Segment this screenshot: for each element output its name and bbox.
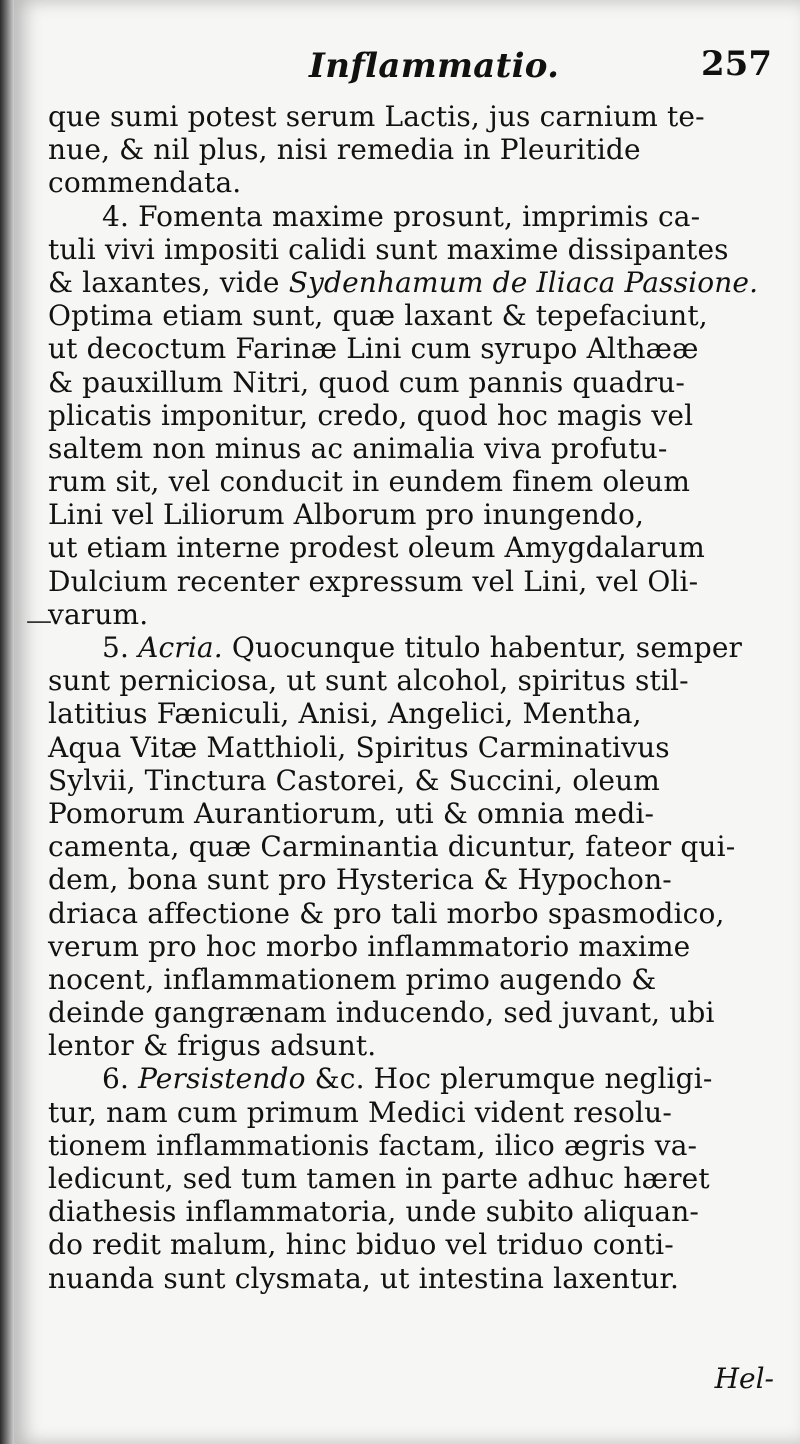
paragraph-4-start: 4. Fomenta maxime prosunt, imprimis ca- [102,199,701,233]
text-line: nuanda sunt clysmata, ut intestina laxentur. [48,1261,680,1295]
text-span: & laxantes, vide [48,265,289,299]
text-line: ut etiam interne prodest oleum Amygdalarum [48,531,705,565]
text-line: tuli vivi impositi calidi sunt maxime dissipantes [48,232,729,266]
citation-italic: Sydenhamum de Iliaca Passione. [288,265,759,299]
text-line: ledicunt, sed tum tamen in parte adhuc hæret [48,1162,710,1195]
text-line: commendata. [48,166,242,200]
text-line-with-citation [48,266,770,299]
text-line: tur, nam cum primum Medici vident resolu- [48,1095,672,1129]
text-span: 6. [102,1062,139,1096]
body-text [48,100,770,1295]
text-line: do redit malum, hinc biduo vel triduo conti- [48,1228,674,1262]
running-title: Inflammatio. [309,46,560,86]
margin-mark: — [26,606,52,636]
text-line: Pomorum Aurantiorum, uti & omnia medi- [48,796,655,830]
text-line: rum sit, vel conducit in eundem finem oleum [48,465,691,499]
text-line: latitius Fæniculi, Anisi, Angelici, Mentha, [48,697,642,731]
text-line: Sylvii, Tinctura Castorei, & Succini, oleum [48,763,660,797]
section-term-italic: Acria. [138,631,223,664]
page-number: 257 [701,44,772,84]
text-line: lentor & frigus adsunt. [48,1029,377,1063]
page-header [14,46,800,102]
text-line: Dulcium recenter expressum vel Lini, vel Oli- [48,564,699,598]
text-line: que sumi potest serum Lactis, jus carnium te- [48,100,705,133]
text-line: nocent, inflammationem primo augendo & [48,962,657,996]
text-line: tionem inflammationis factam, ilico ægris va- [48,1128,698,1162]
catchword: Hel- [714,1362,774,1395]
book-page [14,0,800,1444]
text-line: nue, & nil plus, nisi remedia in Pleuritide [48,133,641,167]
text-line: Aqua Vitæ Matthioli, Spiritus Carminativus [48,730,670,764]
text-line: sunt perniciosa, ut sunt alcohol, spiritus stil- [48,664,689,698]
text-line: driaca affectione & pro tali morbo spasmodico, [48,896,725,930]
text-line: deinde gangrænam inducendo, sed juvant, ubi [48,996,715,1030]
paragraph-5-start [48,631,770,664]
text-line: ut decoctum Farinæ Lini cum syrupo Althææ [48,332,699,366]
text-line: verum pro hoc morbo inflammatorio maxime [48,929,691,963]
section-term-italic: Persistendo [138,1062,306,1096]
text-line: & pauxillum Nitri, quod cum pannis quadru- [48,365,685,399]
text-line: Lini vel Liliorum Alborum pro inungendo, [48,498,645,532]
text-line: dem, bona sunt pro Hysterica & Hypochon- [48,863,672,897]
paragraph-6-start [48,1062,770,1095]
text-span: Quocunque titulo habentur, semper [222,631,743,664]
text-line: plicatis imponitur, credo, quod hoc magis vel [48,398,694,432]
text-span: &c. Hoc plerumque negligi- [305,1062,713,1096]
text-line: saltem non minus ac animalia viva profutu- [48,431,668,465]
text-span: 5. [102,631,139,664]
text-line: diathesis inflammatoria, unde subito aliquan- [48,1195,700,1229]
page-gutter-shadow [0,0,14,1444]
text-line: Optima etiam sunt, quæ laxant & tepefaciunt, [48,299,708,333]
text-line: camenta, quæ Carminantia dicuntur, fateor qui- [48,830,736,864]
text-line: varum. [48,597,149,631]
